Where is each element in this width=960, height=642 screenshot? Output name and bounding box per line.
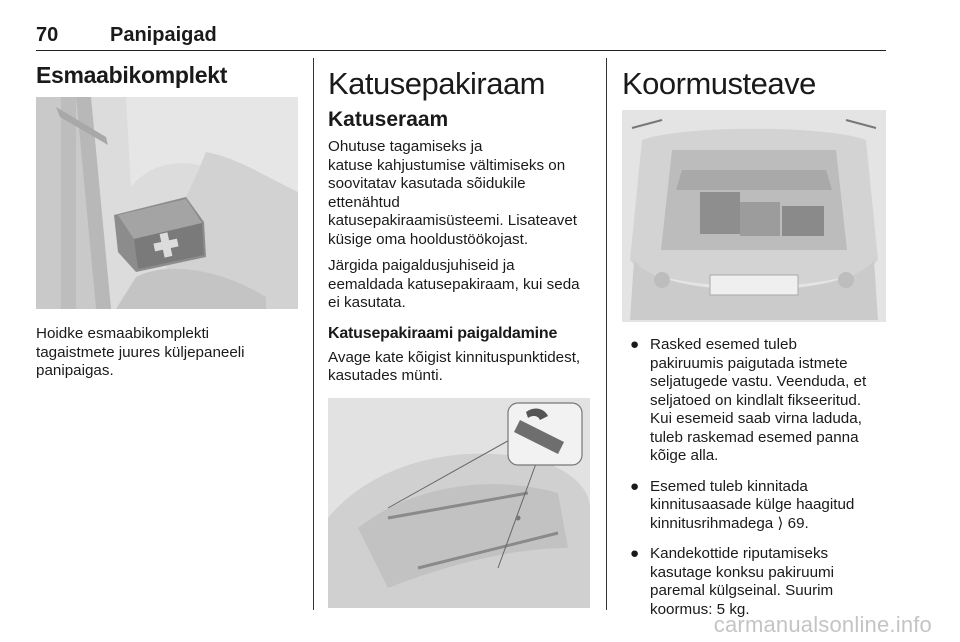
text-line: katusepakiraamisüsteemi. Lisateavet	[328, 212, 578, 229]
column-divider	[606, 58, 607, 610]
text-line: Avage kate kõigist kinnituspunktidest,	[328, 348, 581, 366]
text-line: tuleb raskemad esemed panna	[650, 428, 859, 446]
text-line: Kandekottide riputamiseks	[650, 545, 829, 562]
text-line: seljatoed on kindlalt fikseeritud.	[650, 391, 862, 409]
bullet-icon: ●	[630, 477, 640, 495]
text-line: kõige alla.	[650, 447, 719, 464]
section-title-load-info: Koormusteave	[622, 66, 816, 101]
list-item	[622, 336, 886, 466]
page-number: 70	[36, 24, 59, 46]
section-title-first-aid: Esmaabikomplekt	[36, 62, 228, 88]
text-line: kasutage konksu pakiruumi	[650, 563, 835, 581]
text-line: koormus: 5 kg.	[650, 600, 750, 618]
first-aid-kit-illustration	[36, 97, 298, 309]
first-aid-line: tagaistmete juures küljepaneeli	[36, 343, 245, 361]
text-line: soovitatav kasutada sõidukile	[328, 175, 526, 192]
text-line: kinnitusaasade külge haagitud	[650, 496, 855, 513]
text-line: Kui esemeid saab virna laduda,	[650, 410, 862, 427]
section-title-roof-rack: Katusepakiraam	[328, 66, 546, 101]
bullet-icon: ●	[630, 336, 640, 353]
text-line: kasutades münti.	[328, 367, 443, 384]
luggage-compartment-illustration	[622, 110, 886, 322]
text-line: ettenähtud	[328, 193, 400, 211]
text-line: küsige oma hooldustöökojast.	[328, 230, 529, 248]
first-aid-line: panipaigas.	[36, 362, 114, 379]
list-item	[622, 545, 886, 619]
first-aid-line: Hoidke esmaabikomplekti	[36, 325, 210, 342]
paragraph-instructions	[328, 257, 596, 313]
chapter-title: Panipaigad	[110, 24, 217, 46]
text-line: Rasked esemed tuleb	[650, 336, 797, 353]
text-line: ei kasutata.	[328, 294, 406, 311]
magnified-detail-icon	[508, 403, 582, 465]
watermark: carmanualsonline.info	[713, 612, 932, 637]
roof-rack-illustration	[328, 398, 590, 608]
text-line: Ohutuse tagamiseks ja	[328, 138, 483, 155]
text-line: seljatugede vastu. Veenduda, et	[650, 373, 867, 390]
column-roof-rack	[328, 58, 596, 608]
text-line: eemaldada katusepakiraam, kui seda	[328, 275, 580, 293]
text-line: Järgida paigaldusjuhiseid ja	[328, 257, 515, 274]
list-item	[622, 478, 886, 534]
column-first-aid	[36, 58, 298, 381]
bullet-icon: ●	[630, 545, 640, 562]
paragraph-safety	[328, 138, 596, 249]
text-line: Esemed tuleb kinnitada	[650, 477, 808, 495]
column-divider	[313, 58, 314, 610]
text-line: pakiruumis paigutada istmete	[650, 354, 848, 372]
subsection-title-roof-rail: Katuseraam	[328, 108, 449, 131]
text-line: paremal külgseinal. Suurim	[650, 582, 834, 599]
subheading-installation: Katusepakiraami paigaldamine	[328, 324, 558, 342]
text-line: katuse kahjustumise vältimiseks on	[328, 156, 566, 174]
cross-reference-link[interactable]: kinnitusrihmadega ⟩ 69.	[650, 514, 809, 532]
paragraph-coin	[328, 349, 596, 386]
page-header	[36, 24, 886, 51]
load-info-list	[622, 336, 886, 619]
column-load-info	[622, 58, 886, 631]
